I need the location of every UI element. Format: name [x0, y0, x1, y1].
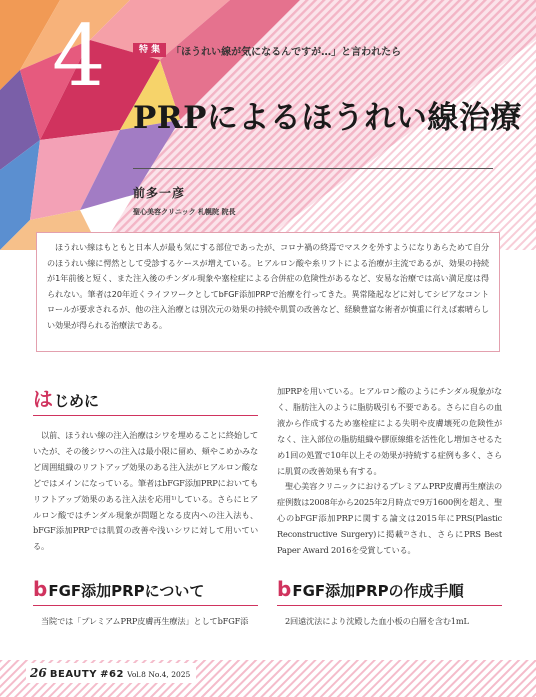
issue-number: #62 [100, 669, 124, 680]
section-heading-rest: FGF添加PRPの作成手順 [292, 582, 464, 600]
section-about-body [33, 614, 258, 630]
author-affiliation: 聖心美容クリニック 札幌院 院長 [133, 208, 236, 216]
abstract-text: ほうれい線はもともと日本人が最も気にする部位であったが、コロナ禍の終焉でマスクを外すようになりあらためて自分のほうれい線に愕然として受診するケースが増えている。ヒアルロン酸や糸リフトによる治療が主流であるが、効果の持続が1年前後と短く、また注入後のチンダル現象や塞栓症による合併症の危険性があるなど、安易な治療では高い満足度は得られない。筆者は20年近くライフワークとしてbFGF添加PRPで治療を行ってきた。異常隆起などに対してシビアなコントロールが要求されるが、他の注入治療とは別次元の効果の持続や肌質の改善など、経験豊富な術者が慎重に行えば素晴らしい効果が得られる治療法である。 [47, 242, 489, 330]
title-divider [133, 168, 493, 169]
section-rule [277, 605, 502, 606]
section-intro-body [33, 428, 258, 555]
volume-info: Vol.8 No.4, 2025 [127, 670, 191, 679]
section-procedure-heading [277, 578, 502, 606]
right-column-continuation [277, 384, 502, 559]
intro-paragraph: 以前、ほうれい線の注入治療はシワを埋めることに終始していたが、その後シワへの注入は最小限に留め、頬やこめかみなど周囲組織のリフトアップ効果のある注入法がヒアルロン酸などではメインになっている。筆者はbFGF添加PRPにおいてもリフトアップ効果のある注入法を応用¹⁾している。さらにヒアルロン酸ではチンダル現象が問題となる皮内への注入法も、bFGF添加PRPでは肌質の改善や浅いシワに対して用いている。 [33, 430, 259, 552]
feature-title: 「ほうれい線が気になるんですが…」と言われたら [171, 46, 402, 58]
section-heading-cap: b [33, 577, 48, 601]
section-rule [33, 605, 258, 606]
section-heading-rest: じめに [54, 392, 100, 410]
feature-badge: 特 集 [133, 43, 166, 57]
procedure-paragraph: 2回遠沈法により沈殿した血小板の白層を含む1mL [285, 616, 469, 626]
abstract-box [36, 232, 500, 352]
feature-line [133, 43, 401, 57]
section-rule [33, 415, 258, 416]
continuation-paragraph-2: 聖心美容クリニックにおけるプレミアムPRP皮膚再生療法の症例数は2008年から2025年2月時点で9万1600例を超え、聖心のbFGF添加PRPに関する論文は2015年にPRS(Plastic Reconstructive Surgery)に掲載²⁾され、さらにPRS Best Paper Award 2016を受賞している。 [277, 481, 502, 556]
section-procedure-body [277, 614, 502, 630]
about-paragraph: 当院では「プレミアムPRP皮膚再生療法」としてbFGF添 [41, 616, 249, 626]
section-heading-cap: は [33, 387, 53, 411]
section-intro-heading [33, 388, 258, 416]
continuation-paragraph-1: 加PRPを用いている。ヒアルロン酸のようにチンダル現象がなく、脂肪注入のように脂肪吸引も不要である。さらに自らの血液から作成するため塞栓症による失明や皮膚壊死の危険性がなく、注入部位の脂肪組織や膠原線維を活性化し増加させるため1回の処置で10年以上その効果が持続する症例も多く、さらに肌質の改善効果も有する。 [277, 386, 502, 476]
section-heading-rest: FGF添加PRPについて [48, 582, 205, 600]
chapter-number: 4 [52, 7, 106, 105]
footer-info [30, 666, 190, 680]
author-name: 前多一彦 [133, 186, 186, 200]
page-number: 26 [30, 666, 47, 680]
magazine-name: BEAUTY [49, 669, 97, 680]
section-heading-cap: b [277, 577, 292, 601]
article-title: PRPによるほうれい線治療 [133, 100, 522, 136]
section-about-heading [33, 578, 258, 606]
